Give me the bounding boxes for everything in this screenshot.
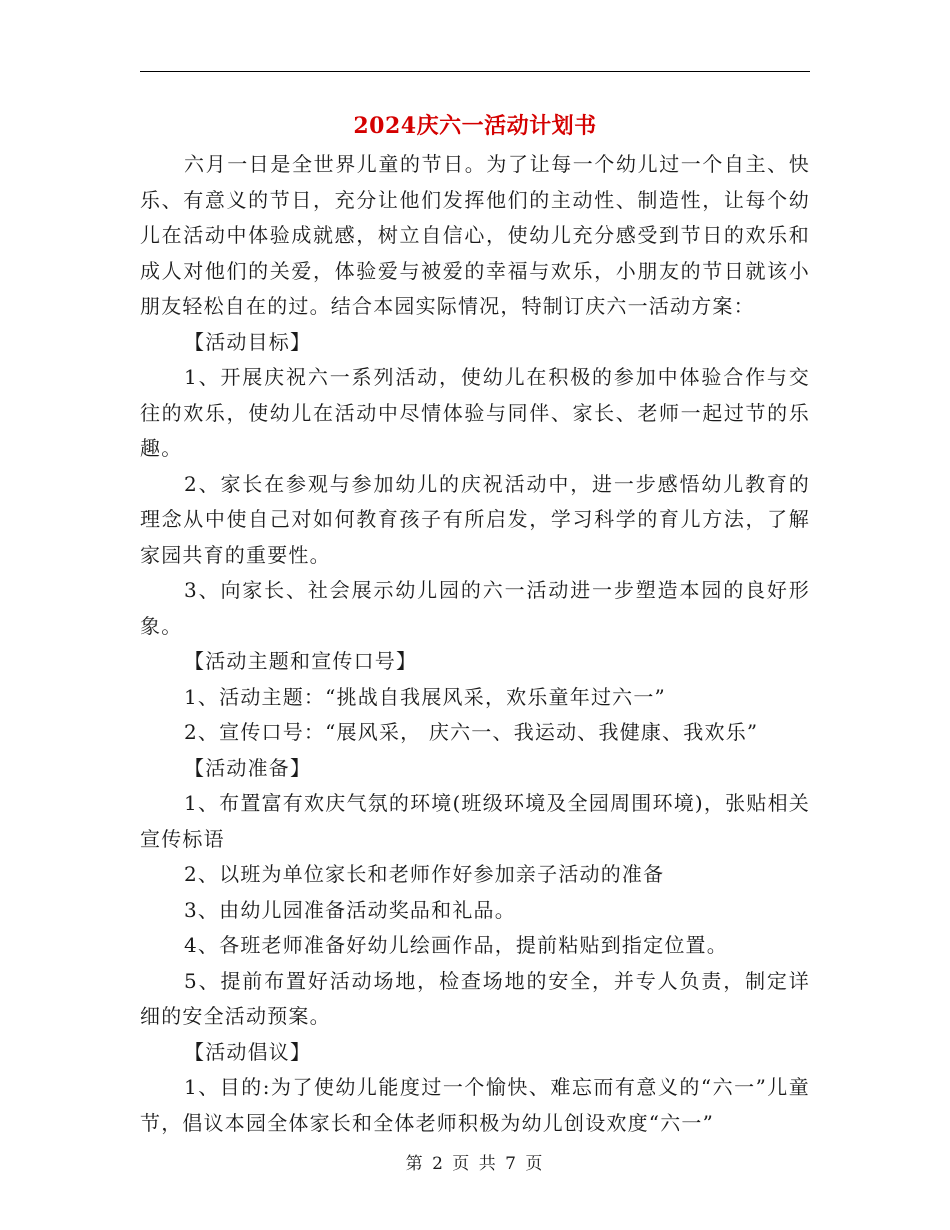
intro-paragraph: 六月一日是全世界儿童的节日。为了让每一个幼儿过一个自主、快乐、有意义的节日，充分让他们发挥他们的主动性、制造性，让每个幼儿在活动中体验成就感，树立自信心，使幼儿充分感受到节日的欢乐和成人对他们的关爱，体验爱与被爱的幸福与欢乐，小朋友的节日就该小朋友轻松自在的过。结合本园实际情况，特制订庆六一活动方案： xyxy=(140,152,810,318)
preparation-item-2: 2、以班为单位家长和老师作好参加亲子活动的准备 xyxy=(184,862,665,886)
goal-item-3: 3、向家长、社会展示幼儿园的六一活动进一步塑造本园的良好形象。 xyxy=(140,578,810,638)
goal-item-1: 1、开展庆祝六一系列活动，使幼儿在积极的参加中体验合作与交往的欢乐，使幼儿在活动中尽情体验与同伴、家长、老师一起过节的乐趣。 xyxy=(140,365,810,460)
header-rule xyxy=(140,71,810,72)
section-heading-theme: 【活动主题和宣传口号】 xyxy=(184,649,418,673)
preparation-item-5: 5、提前布置好活动场地，检查场地的安全，并专人负责，制定详细的安全活动预案。 xyxy=(140,968,810,1028)
page-footer: 第 2 页 共 7 页 xyxy=(405,1154,545,1174)
preparation-item-1: 1、布置富有欢庆气氛的环境(班级环境及全园周围环境)，张贴相关宣传标语 xyxy=(140,791,810,851)
preparation-item-3: 3、由幼儿园准备活动奖品和礼品。 xyxy=(184,897,516,922)
section-heading-initiative: 【活动倡议】 xyxy=(184,1039,312,1064)
document-title: 2024庆六一活动计划书 xyxy=(353,113,597,139)
theme-item-2: 2、宣传口号：“展风采， 庆六一、我运动、我健康、我欢乐” xyxy=(184,720,759,744)
theme-item-1: 1、活动主题：“挑战自我展风采，欢乐童年过六一” xyxy=(184,684,666,709)
section-heading-preparation: 【活动准备】 xyxy=(184,755,312,780)
goal-item-2: 2、家长在参观与参加幼儿的庆祝活动中，进一步感悟幼儿教育的理念从中使自己对如何教育孩子有所启发，学习科学的育儿方法，了解家园共育的重要性。 xyxy=(140,471,810,567)
initiative-item-1: 1、目的:为了使幼儿能度过一个愉快、难忘而有意义的“六一”儿童节，倡议本园全体家长和全体老师积极为幼儿创设欢度“六一” xyxy=(140,1075,810,1135)
preparation-item-4: 4、各班老师准备好幼儿绘画作品，提前粘贴到指定位置。 xyxy=(184,933,728,957)
document-body xyxy=(140,147,810,1141)
section-heading-goals: 【活动目标】 xyxy=(184,329,312,354)
